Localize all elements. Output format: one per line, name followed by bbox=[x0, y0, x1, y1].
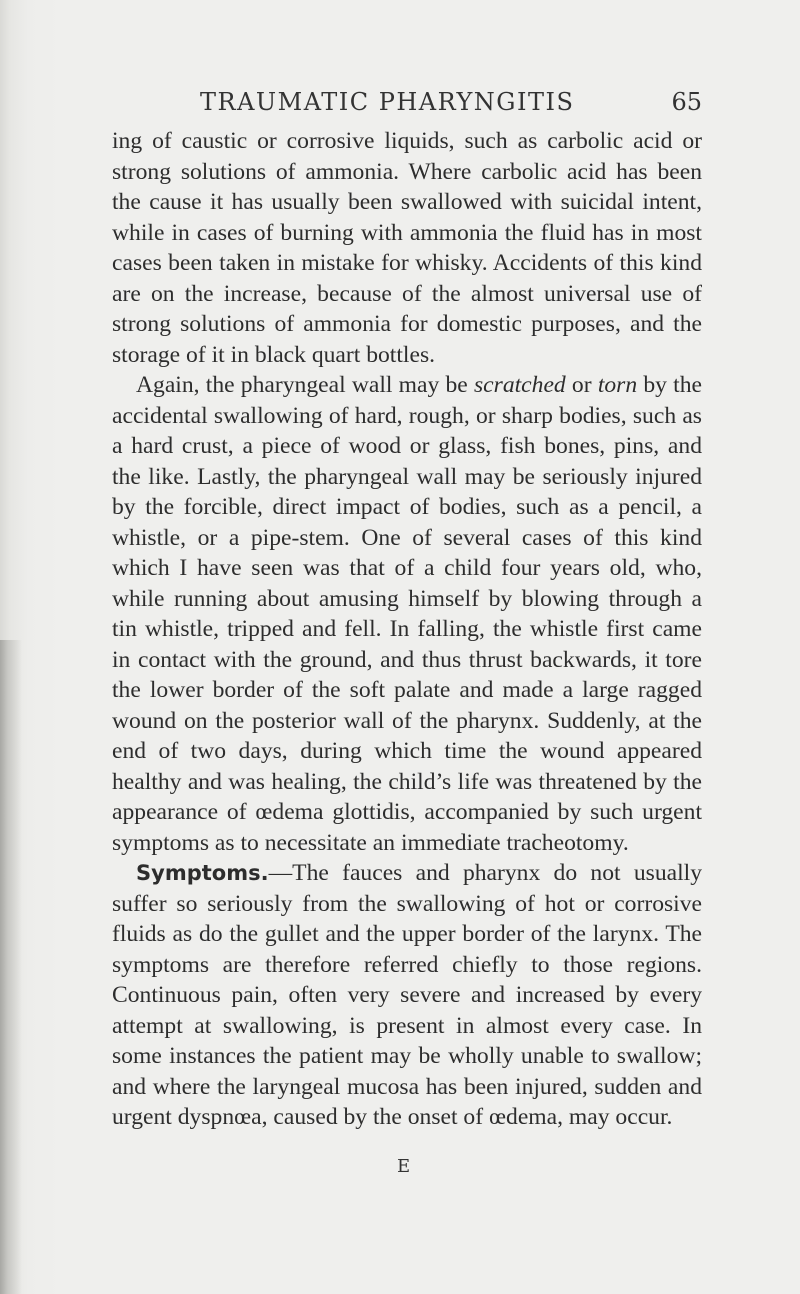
body-text bbox=[112, 126, 702, 1133]
page-header bbox=[0, 88, 800, 128]
signature-mark: E bbox=[397, 1156, 412, 1177]
emphasis-torn: torn bbox=[597, 372, 638, 398]
emphasis-scratched: scratched bbox=[473, 372, 566, 398]
paragraph-2-conjunction: or bbox=[565, 372, 598, 398]
paragraph-2-intro: Again, the pharyngeal wall may be bbox=[136, 372, 474, 398]
section-heading-symptoms: Symptoms. bbox=[136, 861, 269, 885]
paragraph-mechanical-injury bbox=[112, 370, 702, 858]
paragraph-2-body: by the accidental swallowing of hard, rough, or sharp bodies, such as a hard crust, a piece of wood or glass, fish bones, pins, and the like. Lastly, the pharyngeal wall may be seriously injured by the forcible, direct impact of bodies, such as a pencil, a whistle, or a pipe-stem. One of several cases of this kind which I have seen was that of a child four years old, who, while running about amusing himself by blowing through a tin whistle, tripped and fell. In falling, the whistle first came in contact with the ground, and thus thrust backwards, it tore the lower border of the soft palate and made a large ragged wound on the posterior wall of the pharynx. Suddenly, at the end of two days, during which time the wound appeared healthy and was healing, the child’s life was threatened by the appearance of œdema glottidis, accompanied by such urgent symptoms as to necessitate an immediate tracheotomy. bbox=[112, 372, 702, 856]
binding-shadow bbox=[0, 640, 22, 1294]
paragraph-symptoms bbox=[112, 858, 702, 1133]
running-head: TRAUMATIC PHARYNGITIS bbox=[200, 88, 575, 116]
symptoms-text: —The fauces and pharynx do not usually suffer so seriously from the swallowing of hot or corrosive fluids as do the gullet and the upper border of the larynx. The symptoms are therefore referred chiefly to those regions. Continuous pain, often very severe and increased by every attempt at swallowing, is present in almost every case. In some instances the patient may be wholly unable to swallow; and where the laryngeal mucosa has been injured, sudden and urgent dyspnœa, caused by the onset of œdema, may occur. bbox=[112, 860, 702, 1130]
paragraph-caustic-liquids: ing of caustic or corrosive liquids, such as carbolic acid or strong solutions of ammonia. Where carbolic acid has been the cause it has usually been swallowed with suicidal intent, while in cases of burning with ammonia the fluid has in most cases been taken in mistake for whisky. Accidents of this kind are on the increase, because of the almost universal use of strong solutions of ammonia for domestic purposes, and the storage of it in black quart bottles. bbox=[112, 128, 702, 368]
page-number: 65 bbox=[671, 88, 702, 116]
